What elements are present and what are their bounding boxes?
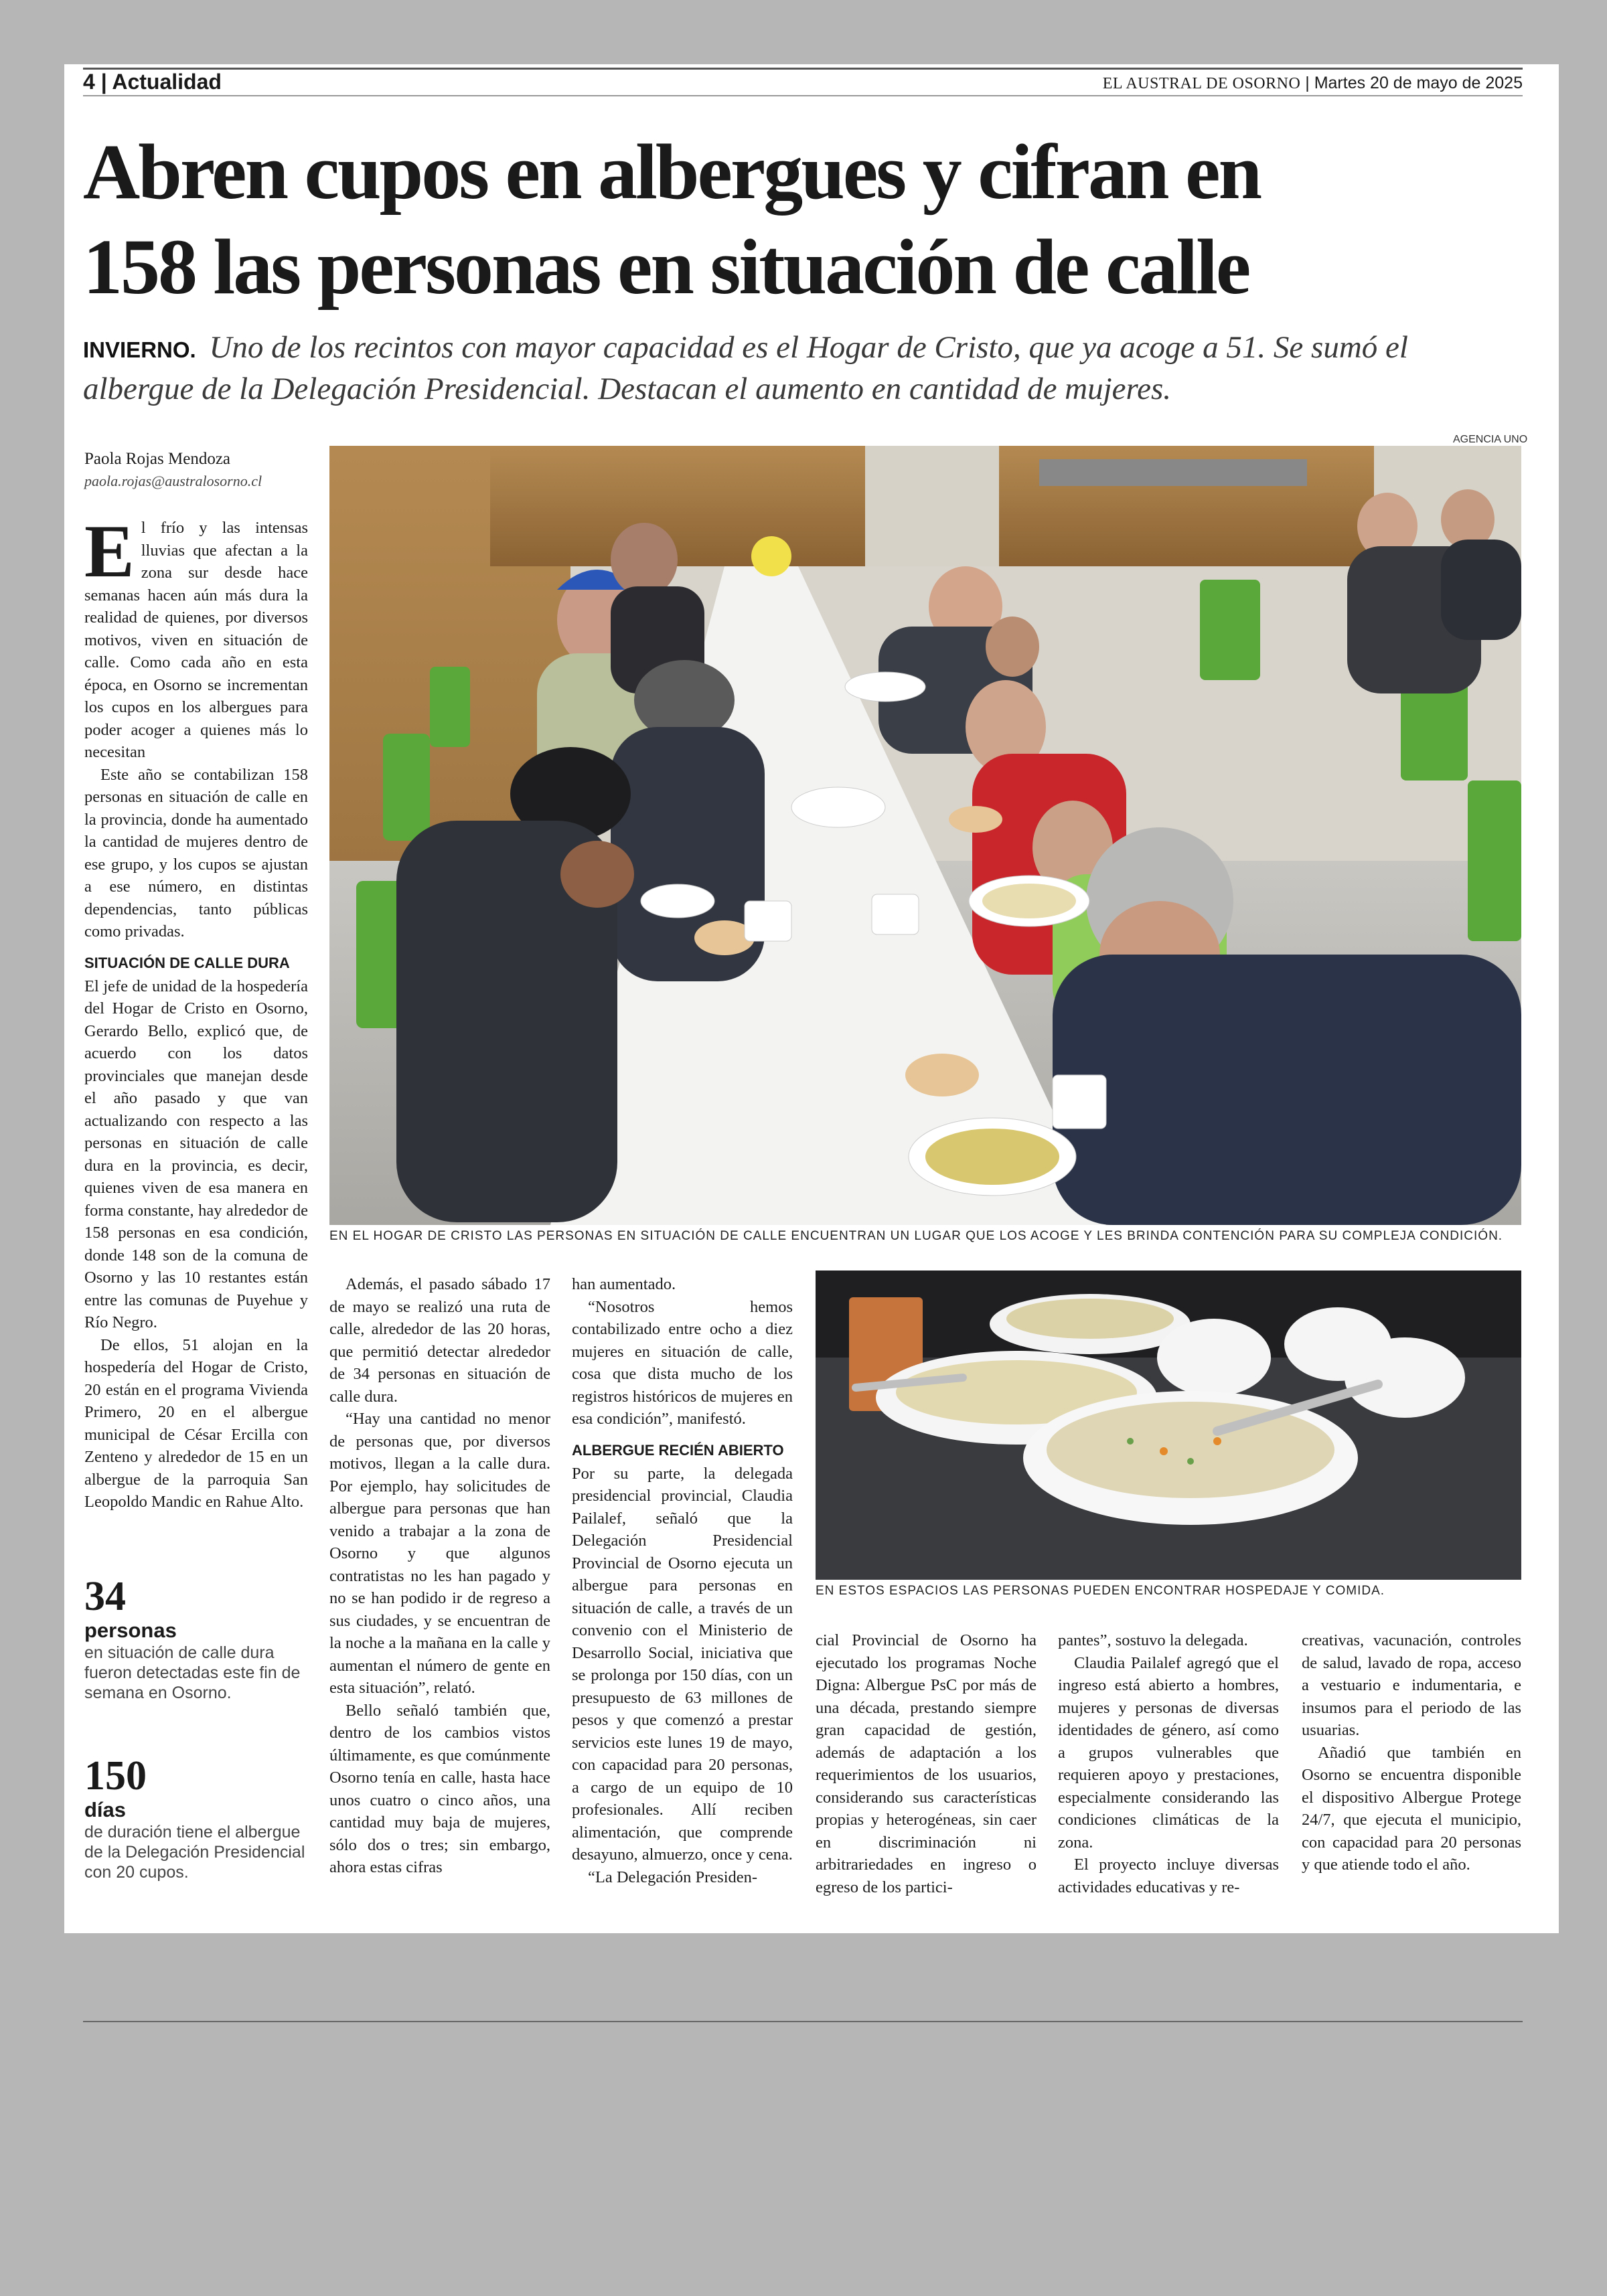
header-rule [83,95,1523,96]
soup-photo-caption: EN ESTOS ESPACIOS LAS PERSONAS PUEDEN ENCONTRAR HOSPEDAJE Y COMIDA. [816,1584,1385,1598]
subhead: SITUACIÓN DE CALLE DURA [84,954,290,971]
kicker: INVIERNO. [83,337,196,362]
bottom-rule [83,2021,1523,2022]
paragraph: De ellos, 51 alojan en la hospedería del Hogar de Cristo, 20 están en el programa Vivienda Primero, 20 en el albergue municipal de César Ercilla con Zenteno y alrededor de 15 en un albergue de la parroquia San Leopoldo Mandic en Rahue Alto. [84,1335,308,1511]
headline [83,125,1529,315]
paragraph: “Nosotros hemos contabilizado entre ocho a diez mujeres en situación de calle, cosa que dista mucho de los registros históricos de mujeres en esa condición”, manifestó. [572,1297,793,1428]
paragraph: “Hay una cantidad no menor de personas que, por diversos motivos, llegan a la calle dura. Por ejemplo, hay solicitudes de albergue para personas que han venido a trabajar a la zona de Osorno y que algunos contratistas no les han pagado y no se han podido ir de regreso a sus ciudades, y se encuentran de la noche a la mañana en la calle y aumentan el número de gente en esta situación”, relató. [329,1410,550,1697]
headline-line-1: Abren cupos en albergues y cifran en [83,128,1261,216]
paragraph: Este año se contabilizan 158 personas en situación de calle en la provincia, donde ha aumentado la cantidad de mujeres dentro de ese grupo, y los cupos se ajustan a ese número, en distintas dependencias, tanto públicas como privadas. [84,765,308,940]
paragraph: Bello señaló también que, dentro de los cambios vistos últimamente, es que comúnmente Osorno tenía en calle, hasta hace unos cuatro o cinco años, una cantidad muy baja de mujeres, sólo dos o tres; sin embargo, ahora estas cifras [329,1701,550,1876]
stat-description: en situación de calle dura fueron detectadas este fin de semana en Osorno. [84,1643,301,1702]
page-header [83,70,1523,98]
byline [84,450,262,490]
column-3 [572,1273,793,1888]
paragraph: cial Provincial de Osorno ha ejecutado los programas Noche Digna: Albergue PsC por más de una década, prestando siempre gran capacidad de gestión, además de adaptación a los requerimientos de los usuarios, considerando sus características propias y heterogéneas, sin caer en discriminación ni arbitrariedades en ingreso o egreso de los partici- [816,1631,1037,1896]
deck-text: Uno de los recintos con mayor capacidad es el Hogar de Cristo, que ya acoge a 51. Se sumó el albergue de la Delegación Presidencial. Destacan el aumento en cantidad de mujeres. [83,330,1408,406]
paragraph: Además, el pasado sábado 17 de mayo se realizó una ruta de calle, alrededor de las 20 horas, que permitió detectar alrededor de 34 personas en situación de calle dura. [329,1275,550,1406]
stat-unit: personas [84,1619,177,1642]
stat-description: de duración tiene el albergue de la Delegación Presidencial con 20 cupos. [84,1823,305,1882]
column-1 [84,510,308,1513]
column-4 [816,1629,1037,1898]
soup-photo [816,1270,1521,1580]
paragraph: Claudia Pailalef agregó que el ingreso está abierto a hombres, mujeres y personas de diversas identidades de género, así como a grupos vulnerables que requieren apoyo y prestaciones, especialmente considerando las condiciones climáticas de la zona. [1058,1653,1279,1852]
paragraph: El jefe de unidad de la hospedería del Hogar de Cristo en Osorno, Gerardo Bello, explicó que, de acuerdo con los datos provinciales que manejan desde el año pasado y que van actualizando con respecto a las personas en situación de calle dura en la provincia, es decir, quienes viven de esa manera en forma constante, hay alrededor de 158 personas en esa condición, donde 148 son de la comuna de Osorno y las 10 restantes están entre las comunas de Puyehue y Río Negro. [84,977,308,1331]
paragraph: El proyecto incluye diversas actividades educativas y re- [1058,1856,1279,1896]
main-photo [329,446,1521,1225]
paragraph: creativas, vacunación, controles de salud, lavado de ropa, acceso a vestuario e indumentaria, e insumos para el periodo de las usuarias. [1302,1631,1521,1739]
column-5 [1058,1629,1279,1898]
masthead: EL AUSTRAL DE OSORNO | Martes 20 de mayo de 2025 [1102,74,1523,92]
stat-box [84,1754,305,1882]
paragraph: han aumentado. [572,1275,676,1293]
author-name: Paola Rojas Mendoza [84,450,231,468]
paper-name: EL AUSTRAL DE OSORNO [1102,75,1301,92]
drop-cap: E [84,510,135,593]
paragraph-text: l frío y las intensas lluvias que afectan a la zona sur desde hace semanas hacen aún más dura la realidad de quienes, por diversos motivos, viven en situación de calle. Como cada año en esta época, en Osorno se incrementan los cupos en los albergues para poder acoger a quienes más lo necesitan [84,519,308,761]
main-photo-caption: EN EL HOGAR DE CRISTO LAS PERSONAS EN SITUACIÓN DE CALLE ENCUENTRAN UN LUGAR QUE LOS ACOGE Y LES BRINDA CONTENCIÓN PARA SU COMPLEJA CONDICIÓN. [329,1229,1503,1243]
headline-line-2: 158 las personas en situación de calle [83,223,1249,311]
subhead: ALBERGUE RECIÉN ABIERTO [572,1441,784,1459]
paragraph: Añadió que también en Osorno se encuentra disponible el dispositivo Albergue Protege 24/7, que ejecuta el municipio, con capacidad para 20 personas y que atiende todo el año. [1302,1743,1521,1874]
stat-unit: días [84,1798,127,1821]
paragraph: pantes”, sostuvo la delegada. [1058,1631,1248,1649]
column-6 [1302,1629,1521,1876]
paragraph [84,510,308,764]
author-email: paola.rojas@australosorno.cl [84,473,262,489]
paragraph: Por su parte, la delegada presidencial provincial, Claudia Pailalef, señaló que la Delegación Presidencial Provincial de Osorno ejecuta un albergue para personas en situación de calle, a través de un convenio con el Ministerio de Desarrollo Social, iniciativa que se prolonga por 150 días, con un presupuesto de 63 millones de pesos y que comenzó a prestar servicios este lunes 19 de mayo, con capacidad para 20 personas, a cargo de un equipo de 10 profesionales. Allí reciben alimentación, que comprende desayuno, almuerzo, once y cena. [572,1464,793,1864]
stat-box [84,1574,305,1703]
deck [83,328,1523,408]
paragraph: “La Delegación Presiden- [588,1868,758,1886]
issue-date: Martes 20 de mayo de 2025 [1314,74,1523,92]
page-number: 4 [83,70,95,94]
stat-number: 34 [84,1574,126,1619]
section-label: 4 | Actualidad [83,70,222,94]
section-name: Actualidad [112,70,222,94]
photo-credit: AGENCIA UNO [1453,434,1528,445]
column-2 [329,1273,550,1879]
stat-number: 150 [84,1753,147,1799]
